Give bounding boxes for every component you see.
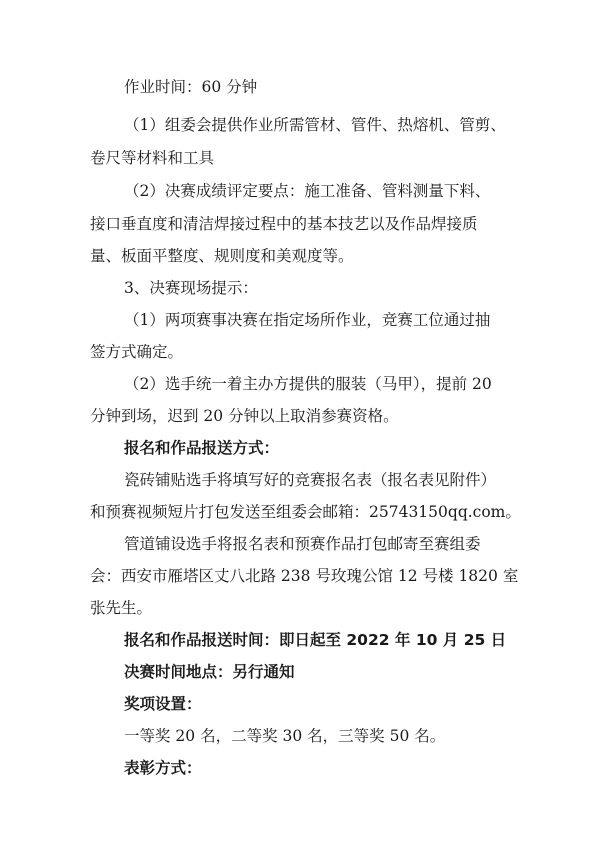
s3-item2-line2: 分钟到场，迟到 20 分钟以上取消参赛资格。: [90, 407, 399, 425]
s3-item1-line1: （1）两项赛事决赛在指定场所作业，竞赛工位通过抽: [124, 311, 491, 329]
pipe-line3: 张先生。: [90, 599, 153, 617]
tile-line1: 瓷砖铺贴选手将填写好的竞赛报名表（报名表见附件）: [124, 471, 497, 489]
s3-item1-line2: 签方式确定。: [90, 343, 184, 361]
final-place: 决赛时间地点：另行通知: [124, 663, 295, 681]
item2-line1: （2）决赛成绩评定要点：施工准备、管料测量下料、: [124, 182, 491, 200]
item1-line2: 卷尺等材料和工具: [90, 149, 215, 167]
section3-title: 3、决赛现场提示：: [124, 279, 258, 297]
item2-line2: 接口垂直度和清洁焊接过程中的基本技艺以及作品焊接质: [90, 215, 478, 233]
pipe-line2: 会：西安市雁塔区丈八北路 238 号玫瑰公馆 12 号楼 1820 室: [90, 567, 519, 585]
awards-text: 一等奖 20 名，二等奖 30 名，三等奖 50 名。: [124, 727, 446, 745]
submit-method-heading: 报名和作品报送方式：: [124, 439, 280, 457]
submit-time: 报名和作品报送时间：即日起至 2022 年 10 月 25 日: [124, 631, 507, 649]
pipe-line1: 管道铺设选手将报名表和预赛作品打包邮寄至赛组委: [124, 535, 481, 553]
tile-line2: 和预赛视频短片打包发送至组委会邮箱：25743150qq.com。: [90, 503, 521, 521]
awards-heading: 奖项设置：: [124, 695, 202, 713]
commend-heading: 表彰方式：: [124, 759, 202, 777]
s3-item2-line1: （2）选手统一着主办方提供的服装（马甲），提前 20: [124, 375, 492, 393]
work-time: 作业时间：60 分钟: [124, 78, 258, 96]
item1-line1: （1）组委会提供作业所需管材、管件、热熔机、管剪、: [124, 116, 506, 134]
item2-line3: 量、板面平整度、规则度和美观度等。: [90, 247, 354, 265]
